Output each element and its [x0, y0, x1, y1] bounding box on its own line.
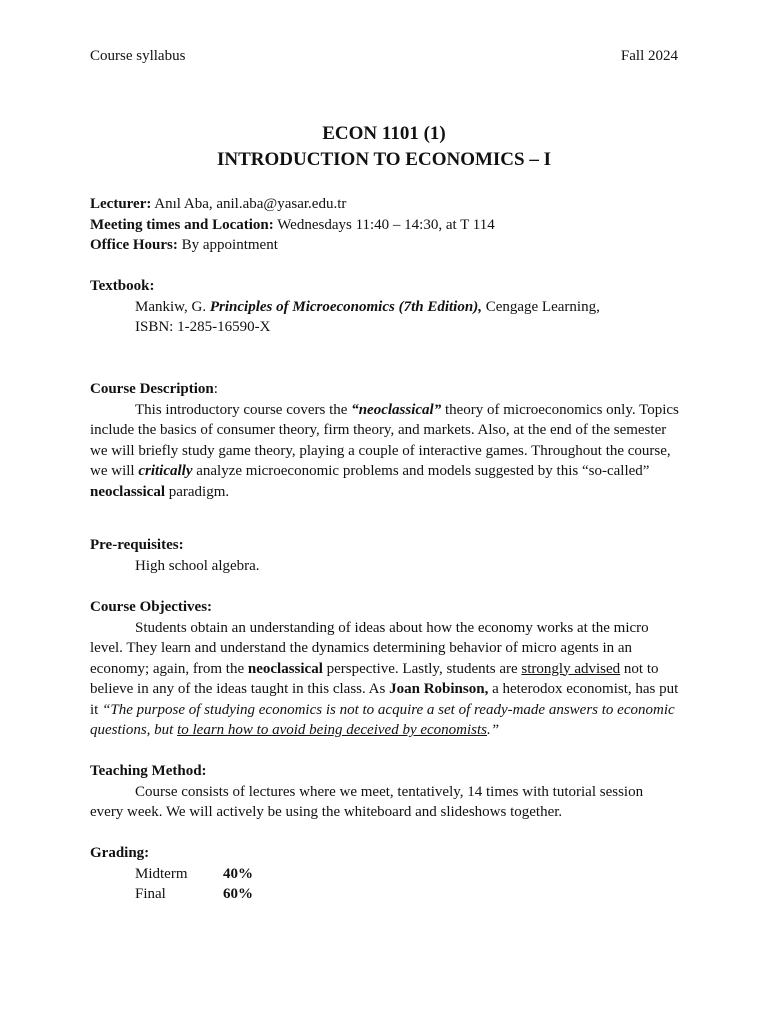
grading-item-name: Final [135, 886, 166, 902]
textbook-section [90, 276, 680, 338]
description-section [90, 379, 680, 502]
prerequisites-text: High school algebra. [135, 557, 260, 574]
description-text: This introductory course covers the “neoclassical” theory of microeconomics only. Topics include the basics of consumer theory, firm theory, and markets. Also, at the end of the semester we will briefly study game theory, playing a couple of interactive games. Throughout the course, we will critically analyze microeconomic problems and models suggested by this “so-called” neoclassical paradigm. [90, 401, 679, 500]
lecturer-line [90, 194, 680, 215]
prerequisites-heading: Pre-requisites: [90, 537, 184, 553]
header-right: Fall 2024 [620, 48, 678, 64]
teaching-method-text: Course consists of lectures where we meet, tentatively, 14 times with tutorial session every week. We will actively be using the whiteboard and slideshows together. [90, 783, 644, 820]
textbook-publisher: Cengage Learning, [481, 298, 600, 315]
meeting-value: Wednesdays 11:40 – 14:30, at T 114 [273, 216, 495, 233]
critically-emphasis: critically [138, 463, 193, 479]
office-hours-label: Office Hours: [90, 237, 178, 253]
teaching-method-heading: Teaching Method: [90, 763, 207, 779]
grading-row-final [90, 884, 680, 905]
lecturer-value: Anıl Aba, anil.aba@yasar.edu.tr [151, 196, 347, 212]
neoclassical-bold: neoclassical [90, 483, 165, 500]
page-header [90, 46, 678, 67]
course-info [90, 194, 680, 256]
grading-item-weight: 40% [223, 865, 253, 882]
course-name: INTRODUCTION TO ECONOMICS – I [217, 149, 551, 170]
quote-underlined: to learn how to avoid being deceived by economists [177, 722, 488, 738]
prerequisites-section [90, 535, 680, 576]
textbook-heading: Textbook: [90, 278, 155, 294]
header-left: Course syllabus [90, 48, 186, 64]
neoclassical-quoted: “neoclassical” [351, 401, 442, 418]
office-hours-line [90, 235, 680, 256]
objectives-text: Students obtain an understanding of ideas about how the economy works at the micro level. They learn and understand the dynamics determining behavior of micro agents in an economy; again, from the neoclassical perspective. Lastly, students are strongly advised not to believe in any of the ideas taught in this class. As Joan Robinson, a heterodox economist, has put it “The purpose of studying economics is not to acquire a set of ready-made answers to economic questions, but to learn how to avoid being deceived by economists.” [90, 619, 679, 738]
grading-heading: Grading: [90, 845, 150, 861]
meeting-label: Meeting times and Location: [90, 216, 274, 233]
strongly-advised-underline: strongly advised [521, 660, 621, 677]
description-heading: Course Description: [90, 381, 218, 397]
grading-row-midterm [90, 864, 680, 885]
textbook-title: Principles of Microeconomics (7th Edition), [209, 298, 482, 315]
neoclassical-bold: neoclassical [247, 660, 323, 677]
quote-end: .” [487, 722, 500, 738]
textbook-isbn: ISBN: 1-285-16590-X [135, 319, 271, 335]
grading-item-weight: 60% [223, 886, 253, 902]
quote-part-1: “The purpose of studying economics is not to acquire a set of ready-made answers to economic questions, but [90, 701, 675, 738]
objectives-heading: Course Objectives: [90, 599, 213, 615]
grading-section [90, 843, 680, 905]
course-code: ECON 1101 (1) [322, 123, 446, 144]
lecturer-label: Lecturer: [90, 196, 152, 212]
objectives-section [90, 597, 680, 741]
teaching-method-section [90, 761, 680, 823]
textbook-author: Mankiw, G. [135, 298, 210, 315]
office-hours-value: By appointment [177, 237, 278, 253]
meeting-line [90, 215, 680, 236]
joan-robinson: Joan Robinson, [389, 681, 489, 697]
course-title [0, 121, 768, 173]
grading-item-name: Midterm [135, 865, 188, 882]
textbook-citation [90, 297, 680, 318]
